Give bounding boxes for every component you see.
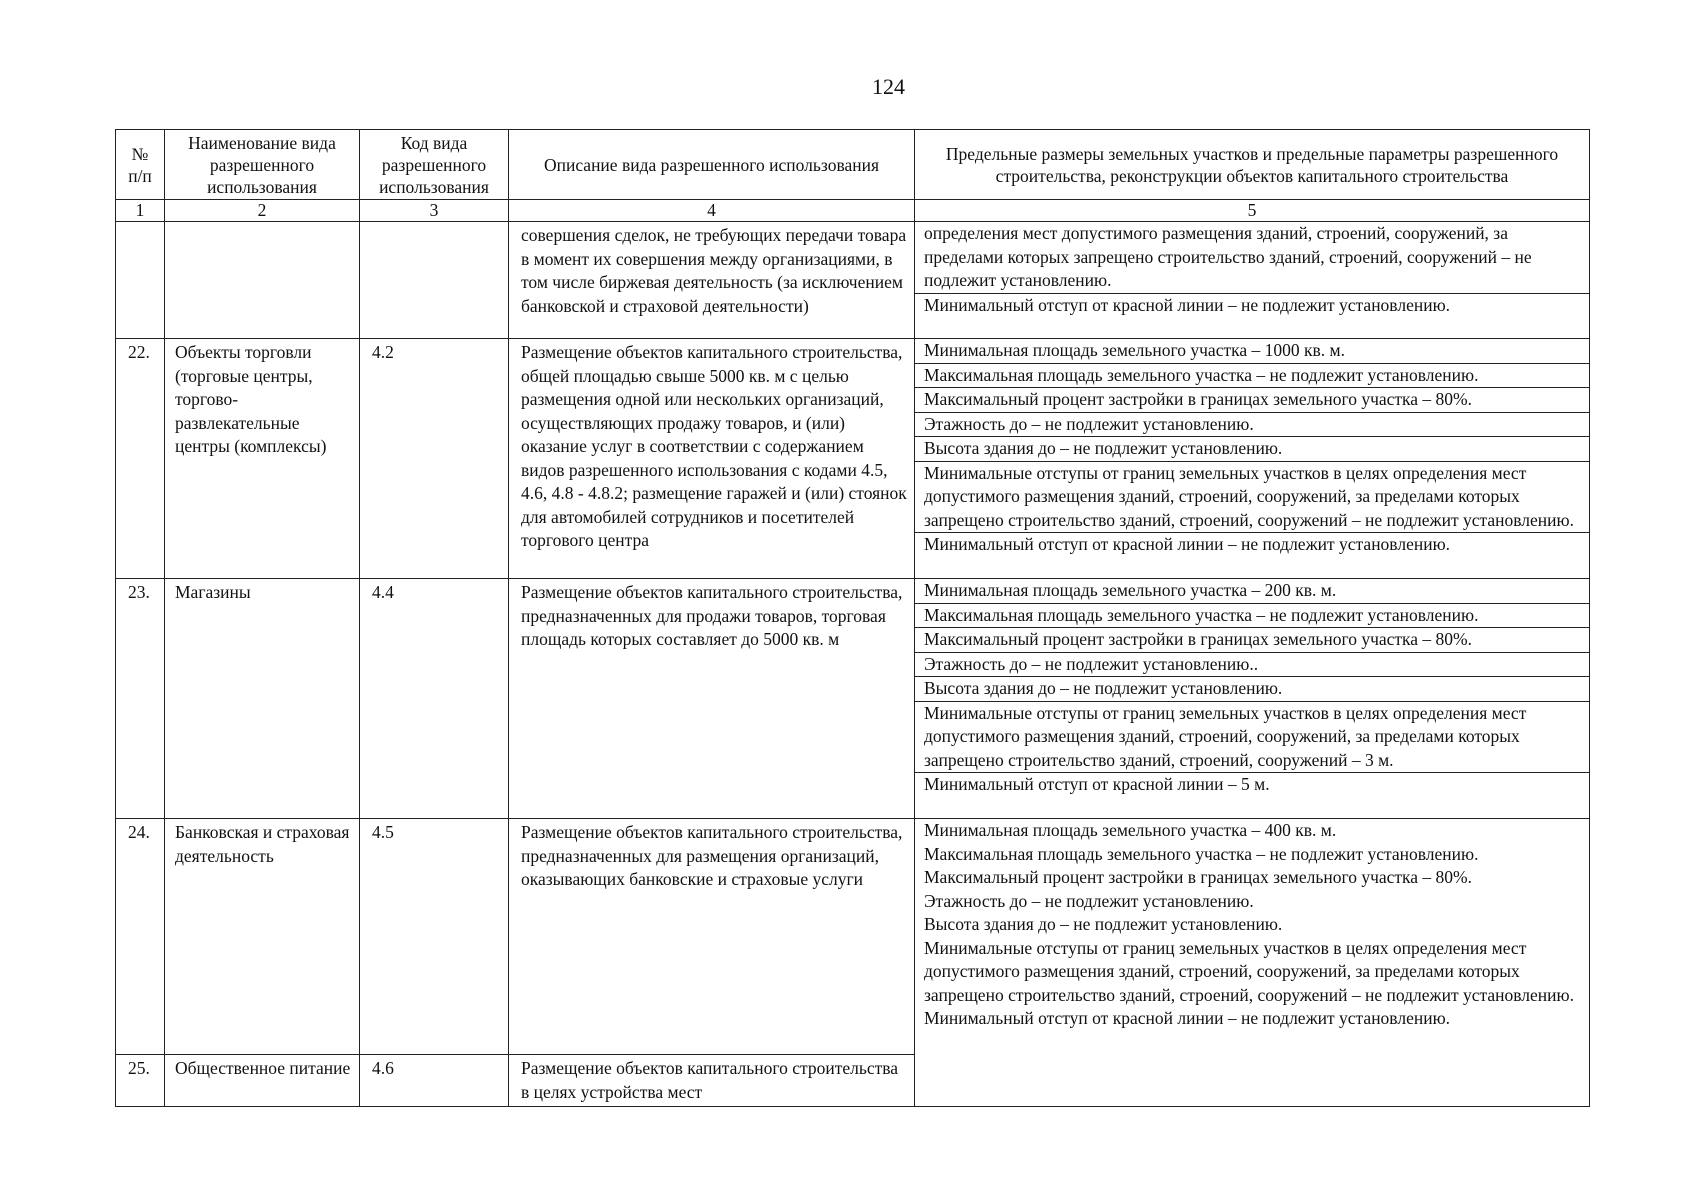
row-params	[915, 579, 1590, 819]
param-line: Минимальная площадь земельного участка – 200 кв. м.	[915, 579, 1589, 604]
param-line: Высота здания до – не подлежит установлению.	[915, 437, 1589, 462]
land-use-table	[115, 129, 1590, 1107]
row-name: Общественное питание	[165, 1055, 360, 1107]
row-description: Размещение объектов капитального строительства, общей площадью свыше 5000 кв. м с целью размещения одной или нескольких организаций, осуществляющих продажу товаров, и (или) оказание услуг в соответствии с содержанием видов разрешенного использования с кодами 4.5, 4.6, 4.8 - 4.8.2; размещение гаражей и (или) стоянок для автомобилей сотрудников и посетителей торгового центра	[509, 339, 915, 579]
column-number: 4	[509, 200, 915, 222]
param-line: Максимальная площадь земельного участка – не подлежит установлению.	[924, 843, 1479, 864]
param-line: Минимальный отступ от красной линии – не подлежит установлению.	[924, 294, 1451, 315]
param-line: определения мест допустимого размещения зданий, строений, сооружений, за пределами которых запрещено строительство зданий, строений, сооружений – не подлежит установлению.	[915, 222, 1589, 294]
row-number: 23.	[116, 579, 165, 819]
param-line: Минимальные отступы от границ земельных участков в целях определения мест допустимого размещения зданий, строений, сооружений, за пределами которых запрещено строительство зданий, строений, сооружений – не подлежит установлению.	[924, 937, 1574, 1005]
column-number-row	[116, 200, 1590, 222]
row-code	[360, 222, 509, 339]
row-code: 4.5	[360, 819, 509, 1055]
row-params	[915, 819, 1590, 1107]
param-line: Этажность до – не подлежит установлению.	[924, 890, 1254, 911]
header-params: Предельные размеры земельных участков и предельные параметры разрешенного строительства, реконструкции объектов капитального строительства	[915, 130, 1590, 200]
column-number: 5	[915, 200, 1590, 222]
column-number: 1	[116, 200, 165, 222]
param-line: Максимальная площадь земельного участка – не подлежит установлению.	[915, 604, 1589, 629]
param-line: Минимальные отступы от границ земельных участков в целях определения мест допустимого размещения зданий, строений, сооружений, за пределами которых запрещено строительство зданий, строений, сооружений – не подлежит установлению.	[915, 462, 1589, 534]
header-name: Наименование вида разрешенного использования	[165, 130, 360, 200]
param-line: Высота здания до – не подлежит установлению.	[915, 677, 1589, 702]
row-params	[915, 222, 1590, 339]
header-code: Код вида разрешенного использования	[360, 130, 509, 200]
row-number: 24.	[116, 819, 165, 1055]
column-number: 2	[165, 200, 360, 222]
param-line: Максимальный процент застройки в границах земельного участка – 80%.	[915, 628, 1589, 653]
table-row	[116, 819, 1590, 1055]
page-number: 124	[872, 74, 905, 99]
row-description: Размещение объектов капитального строительства в целях устройства мест	[509, 1055, 915, 1107]
param-line: Этажность до – не подлежит установлению..	[915, 653, 1589, 678]
param-line: Высота здания до – не подлежит установлению.	[924, 914, 1283, 934]
param-line: Минимальный отступ от красной линии – не подлежит установлению.	[924, 534, 1451, 554]
param-line: Минимальный отступ от красной линии – не подлежит установлению.	[924, 1008, 1451, 1028]
row-name: Магазины	[165, 579, 360, 819]
column-number: 3	[360, 200, 509, 222]
row-name: Банковская и страховая деятельность	[165, 819, 360, 1055]
table-row	[116, 579, 1590, 819]
table-row	[116, 222, 1590, 339]
row-number: 25.	[116, 1055, 165, 1107]
row-number	[116, 222, 165, 339]
param-line: Максимальный процент застройки в границах земельного участка – 80%.	[924, 867, 1473, 887]
param-line: Этажность до – не подлежит установлению.	[915, 413, 1589, 438]
param-line: Минимальный отступ от красной линии – 5 м.	[924, 774, 1270, 794]
row-description: совершения сделок, не требующих передачи товара в момент их совершения между организациями, в том числе биржевая деятельность (за исключением банковской и страховой деятельности)	[509, 222, 915, 339]
header-description: Описание вида разрешенного использования	[509, 130, 915, 200]
param-line: Максимальная площадь земельного участка – не подлежит установлению.	[915, 364, 1589, 389]
row-code: 4.4	[360, 579, 509, 819]
row-name: Объекты торговли (торговые центры, торгово-развлекательные центры (комплексы)	[165, 339, 360, 579]
row-name	[165, 222, 360, 339]
param-line: Минимальная площадь земельного участка – 1000 кв. м.	[915, 339, 1589, 364]
row-number: 22.	[116, 339, 165, 579]
row-params	[915, 339, 1590, 579]
row-code: 4.2	[360, 339, 509, 579]
table-row	[116, 339, 1590, 579]
row-code: 4.6	[360, 1055, 509, 1107]
header-number: № п/п	[116, 130, 165, 200]
row-description: Размещение объектов капитального строительства, предназначенных для размещения организаций, оказывающих банковские и страховые услуги	[509, 819, 915, 1055]
param-line: Максимальный процент застройки в границах земельного участка – 80%.	[915, 388, 1589, 413]
row-description: Размещение объектов капитального строительства, предназначенных для продажи товаров, торговая площадь которых составляет до 5000 кв. м	[509, 579, 915, 819]
table-header-row	[116, 130, 1590, 200]
param-line: Минимальная площадь земельного участка – 400 кв. м.	[924, 820, 1337, 840]
param-line: Минимальные отступы от границ земельных участков в целях определения мест допустимого размещения зданий, строений, сооружений, за пределами которых запрещено строительство зданий, строений, сооружений – 3 м.	[915, 702, 1589, 774]
